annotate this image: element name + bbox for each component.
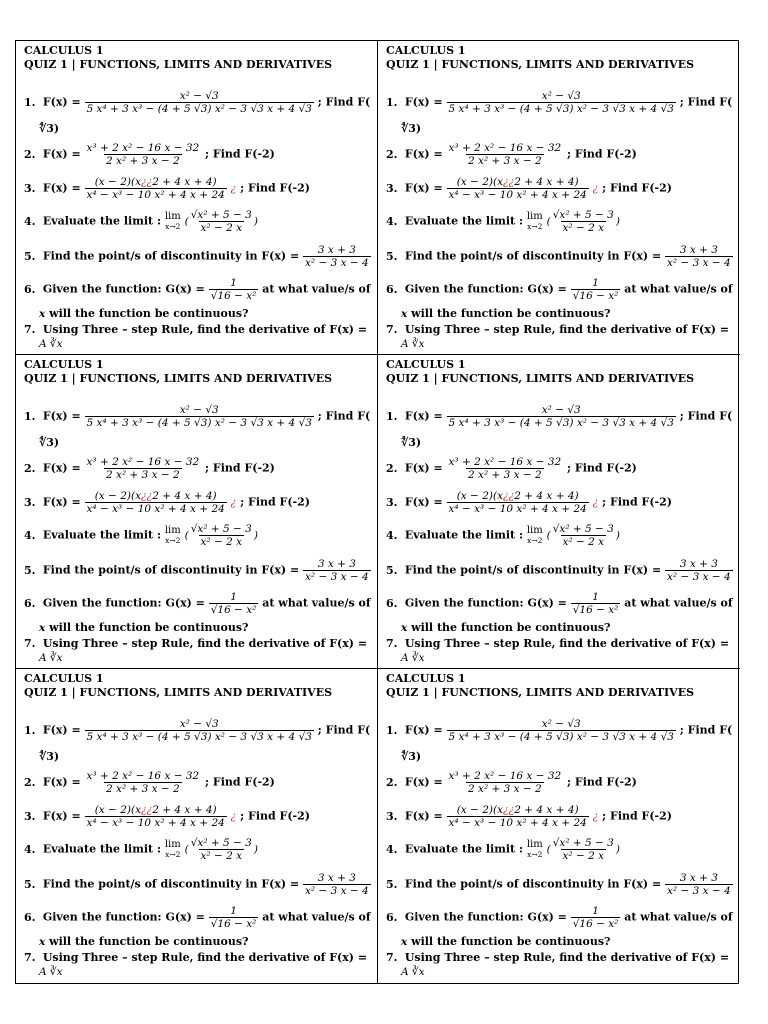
question-5: 5. Find the point/s of discontinuity in F(x) = $\frac{3 x + 3}{\text{x² − 3 x − 4}}$: [386, 558, 731, 583]
question-7: 7. Using Three – step Rule, find the derivative of F(x) =: [24, 951, 368, 964]
question-7-continuation: A ∛x: [39, 966, 63, 978]
q1-fraction: $\frac{\text{x² − √3}}{\text{5 x⁴ + 3 x³ − (4 + 5 √3) x² − 3 √3 x + 4 √3}}$: [448, 404, 674, 429]
quiz-sheet: [15, 40, 739, 984]
question-6-continuation: x will the function be continuous?: [39, 935, 249, 948]
question-6: 6. Given the function: G(x) = $\frac{1}{\text{√16 − x²}}$ at what value/s of: [24, 277, 371, 302]
question-1-continuation: ∜3): [401, 436, 422, 449]
question-2: 2. F(x) = $\frac{\text{x³ + 2 x² − 16 x − 32}}{\text{2 x² + 3 x − 2}}$ ; Find F(-2): [24, 142, 275, 167]
question-4: 4. Evaluate the limit : lim x→2 ( $\frac{\text{√x² + 5 − 3}}{\text{x² − 2 x}}$ ): [24, 523, 258, 548]
question-1: 1. F(x) = $\frac{\text{x² − √3}}{\text{5 x⁴ + 3 x³ − (4 + 5 √3) x² − 3 √3 x + 4 √3}}$ ; Find F(: [24, 718, 371, 743]
question-5: 5. Find the point/s of discontinuity in F(x) = $\frac{3 x + 3}{\text{x² − 3 x − 4}}$: [386, 872, 731, 897]
question-6: 6. Given the function: G(x) = $\frac{1}{\text{√16 − x²}}$ at what value/s of: [24, 905, 371, 930]
limit-operator: lim x→2: [526, 838, 543, 859]
question-7: 7. Using Three – step Rule, find the derivative of F(x) =: [386, 637, 730, 650]
quiz-card: [16, 355, 378, 669]
quiz-title: QUIZ 1 | FUNCTIONS, LIMITS AND DERIVATIVES: [24, 686, 333, 699]
question-5: 5. Find the point/s of discontinuity in F(x) = $\frac{3 x + 3}{\text{x² − 3 x − 4}}$: [24, 558, 369, 583]
question-1-continuation: ∜3): [401, 750, 422, 763]
question-7: 7. Using Three – step Rule, find the derivative of F(x) =: [24, 637, 368, 650]
q1-fraction: $\frac{\text{x² − √3}}{\text{5 x⁴ + 3 x³ − (4 + 5 √3) x² − 3 √3 x + 4 √3}}$: [448, 718, 674, 743]
quiz-title: QUIZ 1 | FUNCTIONS, LIMITS AND DERIVATIVES: [24, 58, 333, 71]
question-6-continuation: x will the function be continuous?: [401, 621, 611, 634]
limit-operator: lim x→2: [164, 524, 181, 545]
q3-fraction: $\frac{(x - 2)(x¿¿2 + 4 x + 4)}{\text{x⁴ − x³ − 10 x² + 4 x + 24}}$: [86, 490, 225, 515]
quiz-card: [16, 41, 378, 355]
question-6: 6. Given the function: G(x) = $\frac{1}{\text{√16 − x²}}$ at what value/s of: [24, 591, 371, 616]
question-3: 3. F(x) = $\frac{(x - 2)(x¿¿2 + 4 x + 4)}{\text{x⁴ − x³ − 10 x² + 4 x + 24}}$ ¿ ; Find F(-2): [386, 490, 672, 515]
question-5: 5. Find the point/s of discontinuity in F(x) = $\frac{3 x + 3}{\text{x² − 3 x − 4}}$: [24, 244, 369, 269]
limit-operator: lim x→2: [164, 838, 181, 859]
course-title: CALCULUS 1: [24, 44, 104, 57]
question-1-continuation: ∜3): [39, 122, 60, 135]
question-6: 6. Given the function: G(x) = $\frac{1}{\text{√16 − x²}}$ at what value/s of: [386, 591, 733, 616]
question-6: 6. Given the function: G(x) = $\frac{1}{\text{√16 − x²}}$ at what value/s of: [386, 277, 733, 302]
question-6-continuation: x will the function be continuous?: [401, 307, 611, 320]
q5-fraction: $\frac{3 x + 3}{\text{x² − 3 x − 4}}$: [305, 244, 369, 269]
question-4: 4. Evaluate the limit : lim x→2 ( $\frac{\text{√x² + 5 − 3}}{\text{x² − 2 x}}$ ): [24, 837, 258, 862]
quiz-title: QUIZ 1 | FUNCTIONS, LIMITS AND DERIVATIVES: [386, 372, 695, 385]
question-7-continuation: A ∛x: [401, 338, 425, 350]
question-1: 1. F(x) = $\frac{\text{x² − √3}}{\text{5 x⁴ + 3 x³ − (4 + 5 √3) x² − 3 √3 x + 4 √3}}$ ; Find F(: [386, 718, 733, 743]
q4-fraction: $\frac{\text{√x² + 5 − 3}}{\text{x² − 2 x}}$: [552, 523, 614, 548]
question-5: 5. Find the point/s of discontinuity in F(x) = $\frac{3 x + 3}{\text{x² − 3 x − 4}}$: [386, 244, 731, 269]
q4-fraction: $\frac{\text{√x² + 5 − 3}}{\text{x² − 2 x}}$: [552, 837, 614, 862]
question-4: 4. Evaluate the limit : lim x→2 ( $\frac{\text{√x² + 5 − 3}}{\text{x² − 2 x}}$ ): [386, 209, 620, 234]
limit-operator: lim x→2: [164, 210, 181, 231]
question-1: 1. F(x) = $\frac{\text{x² − √3}}{\text{5 x⁴ + 3 x³ − (4 + 5 √3) x² − 3 √3 x + 4 √3}}$ ; Find F(: [386, 90, 733, 115]
question-7-continuation: A ∛x: [39, 652, 63, 664]
question-5: 5. Find the point/s of discontinuity in F(x) = $\frac{3 x + 3}{\text{x² − 3 x − 4}}$: [24, 872, 369, 897]
q5-fraction: $\frac{3 x + 3}{\text{x² − 3 x − 4}}$: [305, 558, 369, 583]
question-6-continuation: x will the function be continuous?: [39, 621, 249, 634]
q1-fraction: $\frac{\text{x² − √3}}{\text{5 x⁴ + 3 x³ − (4 + 5 √3) x² − 3 √3 x + 4 √3}}$: [86, 90, 312, 115]
course-title: CALCULUS 1: [386, 358, 466, 371]
question-7-continuation: A ∛x: [39, 338, 63, 350]
q2-fraction: $\frac{\text{x³ + 2 x² − 16 x − 32}}{\text{2 x² + 3 x − 2}}$: [86, 770, 200, 795]
q6-fraction: $\frac{1}{\text{√16 − x²}}$: [210, 905, 257, 930]
q2-fraction: $\frac{\text{x³ + 2 x² − 16 x − 32}}{\text{2 x² + 3 x − 2}}$: [86, 456, 200, 481]
q1-fraction: $\frac{\text{x² − √3}}{\text{5 x⁴ + 3 x³ − (4 + 5 √3) x² − 3 √3 x + 4 √3}}$: [86, 404, 312, 429]
course-title: CALCULUS 1: [386, 672, 466, 685]
quiz-title: QUIZ 1 | FUNCTIONS, LIMITS AND DERIVATIVES: [386, 686, 695, 699]
course-title: CALCULUS 1: [24, 358, 104, 371]
question-7-continuation: A ∛x: [401, 652, 425, 664]
question-1: 1. F(x) = $\frac{\text{x² − √3}}{\text{5 x⁴ + 3 x³ − (4 + 5 √3) x² − 3 √3 x + 4 √3}}$ ; Find F(: [24, 90, 371, 115]
q2-fraction: $\frac{\text{x³ + 2 x² − 16 x − 32}}{\text{2 x² + 3 x − 2}}$: [448, 456, 562, 481]
q3-fraction: $\frac{(x - 2)(x¿¿2 + 4 x + 4)}{\text{x⁴ − x³ − 10 x² + 4 x + 24}}$: [448, 176, 587, 201]
question-1-continuation: ∜3): [39, 750, 60, 763]
quiz-card: [378, 41, 740, 355]
question-2: 2. F(x) = $\frac{\text{x³ + 2 x² − 16 x − 32}}{\text{2 x² + 3 x − 2}}$ ; Find F(-2): [386, 770, 637, 795]
q5-fraction: $\frac{3 x + 3}{\text{x² − 3 x − 4}}$: [667, 244, 731, 269]
question-1: 1. F(x) = $\frac{\text{x² − √3}}{\text{5 x⁴ + 3 x³ − (4 + 5 √3) x² − 3 √3 x + 4 √3}}$ ; Find F(: [386, 404, 733, 429]
quiz-card: [16, 669, 378, 983]
q5-fraction: $\frac{3 x + 3}{\text{x² − 3 x − 4}}$: [305, 872, 369, 897]
question-7: 7. Using Three – step Rule, find the derivative of F(x) =: [386, 323, 730, 336]
q4-fraction: $\frac{\text{√x² + 5 − 3}}{\text{x² − 2 x}}$: [552, 209, 614, 234]
question-2: 2. F(x) = $\frac{\text{x³ + 2 x² − 16 x − 32}}{\text{2 x² + 3 x − 2}}$ ; Find F(-2): [386, 456, 637, 481]
question-4: 4. Evaluate the limit : lim x→2 ( $\frac{\text{√x² + 5 − 3}}{\text{x² − 2 x}}$ ): [24, 209, 258, 234]
q6-fraction: $\frac{1}{\text{√16 − x²}}$: [572, 591, 619, 616]
question-3: 3. F(x) = $\frac{(x - 2)(x¿¿2 + 4 x + 4)}{\text{x⁴ − x³ − 10 x² + 4 x + 24}}$ ¿ ; Find F(-2): [386, 176, 672, 201]
question-2: 2. F(x) = $\frac{\text{x³ + 2 x² − 16 x − 32}}{\text{2 x² + 3 x − 2}}$ ; Find F(-2): [24, 770, 275, 795]
question-2: 2. F(x) = $\frac{\text{x³ + 2 x² − 16 x − 32}}{\text{2 x² + 3 x − 2}}$ ; Find F(-2): [24, 456, 275, 481]
course-title: CALCULUS 1: [386, 44, 466, 57]
q5-fraction: $\frac{3 x + 3}{\text{x² − 3 x − 4}}$: [667, 558, 731, 583]
q4-fraction: $\frac{\text{√x² + 5 − 3}}{\text{x² − 2 x}}$: [190, 209, 252, 234]
question-1: 1. F(x) = $\frac{\text{x² − √3}}{\text{5 x⁴ + 3 x³ − (4 + 5 √3) x² − 3 √3 x + 4 √3}}$ ; Find F(: [24, 404, 371, 429]
question-4: 4. Evaluate the limit : lim x→2 ( $\frac{\text{√x² + 5 − 3}}{\text{x² − 2 x}}$ ): [386, 837, 620, 862]
question-4: 4. Evaluate the limit : lim x→2 ( $\frac{\text{√x² + 5 − 3}}{\text{x² − 2 x}}$ ): [386, 523, 620, 548]
quiz-title: QUIZ 1 | FUNCTIONS, LIMITS AND DERIVATIVES: [24, 372, 333, 385]
question-3: 3. F(x) = $\frac{(x - 2)(x¿¿2 + 4 x + 4)}{\text{x⁴ − x³ − 10 x² + 4 x + 24}}$ ¿ ; Find F(-2): [386, 804, 672, 829]
question-3: 3. F(x) = $\frac{(x - 2)(x¿¿2 + 4 x + 4)}{\text{x⁴ − x³ − 10 x² + 4 x + 24}}$ ¿ ; Find F(-2): [24, 804, 310, 829]
question-1-continuation: ∜3): [39, 436, 60, 449]
q2-fraction: $\frac{\text{x³ + 2 x² − 16 x − 32}}{\text{2 x² + 3 x − 2}}$: [448, 142, 562, 167]
q3-fraction: $\frac{(x - 2)(x¿¿2 + 4 x + 4)}{\text{x⁴ − x³ − 10 x² + 4 x + 24}}$: [86, 804, 225, 829]
q1-fraction: $\frac{\text{x² − √3}}{\text{5 x⁴ + 3 x³ − (4 + 5 √3) x² − 3 √3 x + 4 √3}}$: [86, 718, 312, 743]
question-6-continuation: x will the function be continuous?: [401, 935, 611, 948]
question-3: 3. F(x) = $\frac{(x - 2)(x¿¿2 + 4 x + 4)}{\text{x⁴ − x³ − 10 x² + 4 x + 24}}$ ¿ ; Find F(-2): [24, 490, 310, 515]
quiz-card: [378, 669, 740, 983]
course-title: CALCULUS 1: [24, 672, 104, 685]
quiz-card: [378, 355, 740, 669]
question-3: 3. F(x) = $\frac{(x - 2)(x¿¿2 + 4 x + 4)}{\text{x⁴ − x³ − 10 x² + 4 x + 24}}$ ¿ ; Find F(-2): [24, 176, 310, 201]
q2-fraction: $\frac{\text{x³ + 2 x² − 16 x − 32}}{\text{2 x² + 3 x − 2}}$: [86, 142, 200, 167]
limit-operator: lim x→2: [526, 210, 543, 231]
question-7: 7. Using Three – step Rule, find the derivative of F(x) =: [386, 951, 730, 964]
q3-fraction: $\frac{(x - 2)(x¿¿2 + 4 x + 4)}{\text{x⁴ − x³ − 10 x² + 4 x + 24}}$: [448, 804, 587, 829]
q3-fraction: $\frac{(x - 2)(x¿¿2 + 4 x + 4)}{\text{x⁴ − x³ − 10 x² + 4 x + 24}}$: [86, 176, 225, 201]
q4-fraction: $\frac{\text{√x² + 5 − 3}}{\text{x² − 2 x}}$: [190, 523, 252, 548]
quiz-title: QUIZ 1 | FUNCTIONS, LIMITS AND DERIVATIVES: [386, 58, 695, 71]
q6-fraction: $\frac{1}{\text{√16 − x²}}$: [210, 591, 257, 616]
q1-fraction: $\frac{\text{x² − √3}}{\text{5 x⁴ + 3 x³ − (4 + 5 √3) x² − 3 √3 x + 4 √3}}$: [448, 90, 674, 115]
q2-fraction: $\frac{\text{x³ + 2 x² − 16 x − 32}}{\text{2 x² + 3 x − 2}}$: [448, 770, 562, 795]
question-7: 7. Using Three – step Rule, find the derivative of F(x) =: [24, 323, 368, 336]
q3-fraction: $\frac{(x - 2)(x¿¿2 + 4 x + 4)}{\text{x⁴ − x³ − 10 x² + 4 x + 24}}$: [448, 490, 587, 515]
q6-fraction: $\frac{1}{\text{√16 − x²}}$: [210, 277, 257, 302]
question-1-continuation: ∜3): [401, 122, 422, 135]
question-2: 2. F(x) = $\frac{\text{x³ + 2 x² − 16 x − 32}}{\text{2 x² + 3 x − 2}}$ ; Find F(-2): [386, 142, 637, 167]
q6-fraction: $\frac{1}{\text{√16 − x²}}$: [572, 905, 619, 930]
q5-fraction: $\frac{3 x + 3}{\text{x² − 3 x − 4}}$: [667, 872, 731, 897]
q4-fraction: $\frac{\text{√x² + 5 − 3}}{\text{x² − 2 x}}$: [190, 837, 252, 862]
q6-fraction: $\frac{1}{\text{√16 − x²}}$: [572, 277, 619, 302]
limit-operator: lim x→2: [526, 524, 543, 545]
question-6: 6. Given the function: G(x) = $\frac{1}{\text{√16 − x²}}$ at what value/s of: [386, 905, 733, 930]
question-7-continuation: A ∛x: [401, 966, 425, 978]
question-6-continuation: x will the function be continuous?: [39, 307, 249, 320]
